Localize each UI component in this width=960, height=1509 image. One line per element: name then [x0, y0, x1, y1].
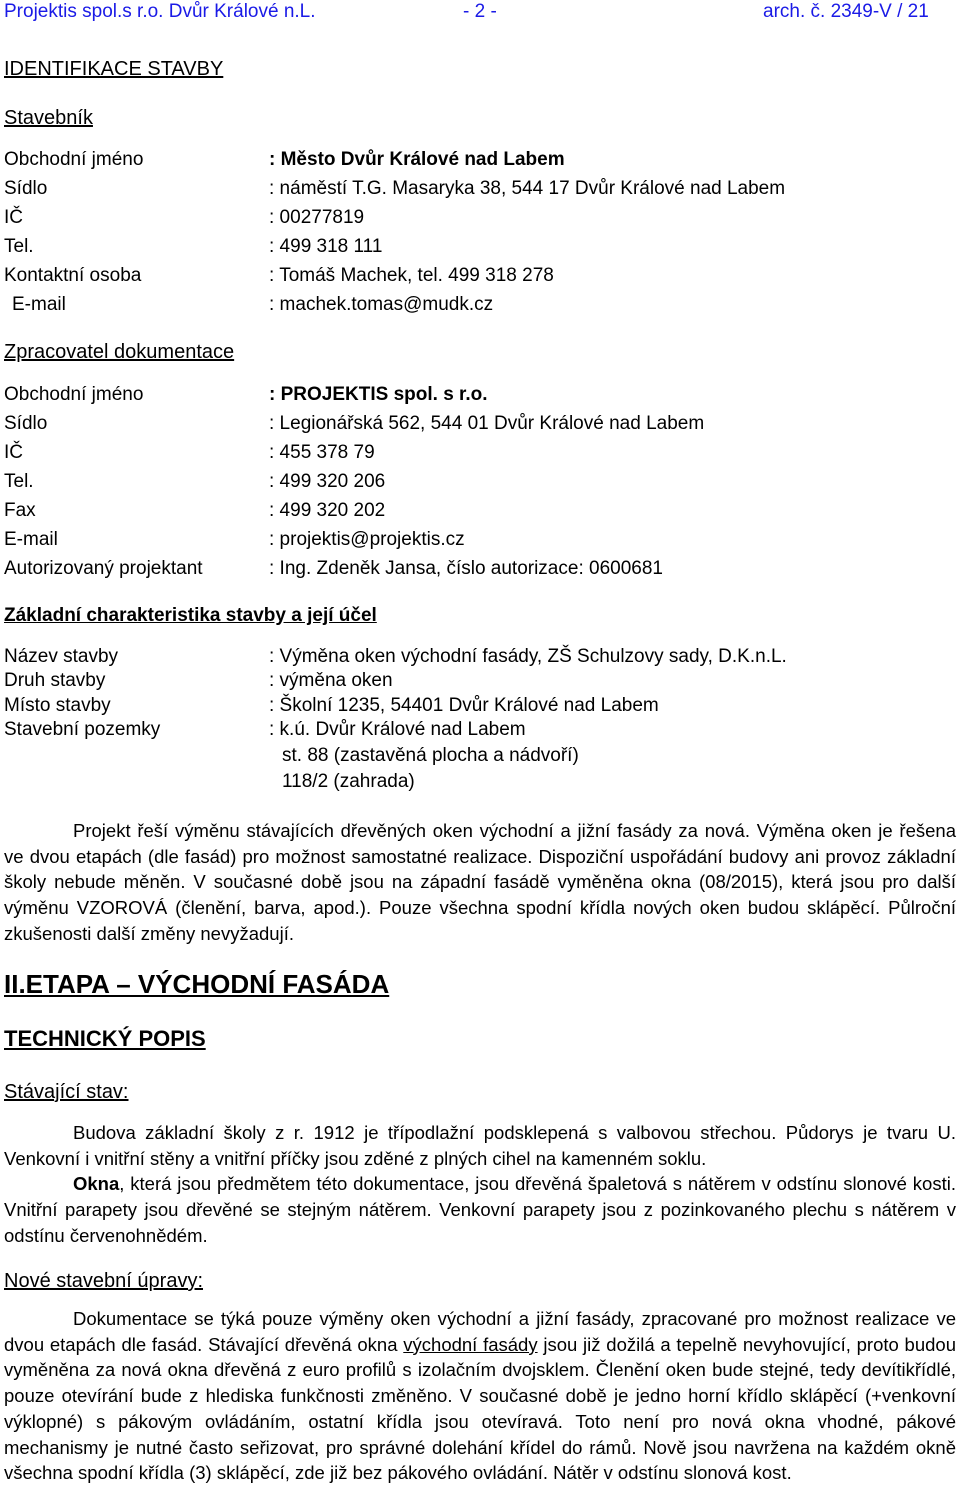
investor-value: : Tomáš Machek, tel. 499 318 278: [269, 265, 554, 286]
processor-label: IČ: [4, 442, 23, 463]
processor-value: : Legionářská 562, 544 01 Dvůr Králové nad Labem: [269, 413, 705, 434]
new-works-paragraph: Dokumentace se týká pouze výměny oken východní a jižní fasády, zpracované pro možnost realizace ve dvou etapách dle fasád. Stávající dřevěná okna východní fasády jsou již dožilá a tepelně nevyhovující, proto budou vyměněna za nová okna dřevěná z euro profilů s izolačním dvojsklem. Členění oken bude stejné, tedy devítikřídlé, pouze otevírání bude z hlediska funkčnosti změněno. V současné době je jedno horní křídlo sklápěcí (+venkovní výklopné) s pákovým ovládáním, ostatní křídla jsou otevíravá. Toto není pro nová okna vhodné, pákové mechanismy je nutné často seřizovat, pro správné dolehání křídel do rámů. Nově jsou navržena na každém okně všechna spodní křídla (3) sklápěcí, zde již bez pákového ovládání. Nátěr v odstínu slonová kost.: [4, 1308, 956, 1484]
current-state-paragraph: Budova základní školy z r. 1912 je třípodlažní podsklepená s valbovou střechou. Půdorys je tvaru U. Venkovní i vnitřní stěny a vnitřní příčky jsou zděné z plných cihel na kamenném soklu. Okna, která jsou předmětem této dokumentace, jsou dřevěná špaletová s nátěrem v odstínu slonové kosti. Vnitřní parapety jsou dřevěné se stejným nátěrem. Venkovní parapety jsou z pozinkovaného plechu s nátěrem v odstínu červenohnědém.: [4, 1122, 956, 1246]
processor-label: Tel.: [4, 471, 34, 492]
characteristics-label: Název stavby: [4, 646, 119, 667]
processor-value: : PROJEKTIS spol. s r.o.: [269, 384, 488, 405]
investor-label: Sídlo: [4, 178, 48, 199]
characteristics-value: : Školní 1235, 54401 Dvůr Králové nad Labem: [269, 695, 659, 716]
processor-value: : 455 378 79: [269, 442, 375, 463]
investor-value: : machek.tomas@mudk.cz: [269, 294, 494, 315]
tech-title: TECHNICKÝ POPIS: [4, 1026, 206, 1051]
characteristics-paragraph: Projekt řeší výměnu stávajících dřevěných oken východní a jižní fasády za nová. Výměna oken je řešena ve dvou etapách (dle fasád) pro možnost samostatné realizace. Dispoziční uspořádání budovy ani provoz základní školy nebude měněn. V současné době jsou na západní fasádě vyměněna okna (08/2015), která jsou pro další výměnu VZOROVÁ (členění, barva, apod.). Pouze všechna spodní křídla nových oken budou sklápěcí. Půlroční zkušenosti další změny nevyžadují.: [4, 820, 956, 944]
investor-label: E-mail: [12, 294, 66, 315]
processor-label: Obchodní jméno: [4, 384, 144, 405]
processor-value: : 499 320 202: [269, 500, 386, 521]
characteristics-label: Druh stavby: [4, 670, 106, 691]
parcel-line: 118/2 (zahrada): [282, 771, 415, 792]
processor-label: E-mail: [4, 529, 58, 550]
characteristics-title: Základní charakteristika stavby a její účel: [4, 605, 377, 626]
characteristics-label: Místo stavby: [4, 695, 111, 716]
etapa-title: II.ETAPA – VÝCHODNÍ FASÁDA: [4, 969, 390, 999]
current-state-title: Stávající stav:: [4, 1081, 129, 1103]
investor-label: IČ: [4, 207, 23, 228]
parcel-line: st. 88 (zastavěná plocha a nádvoří): [282, 745, 579, 766]
investor-title: Stavebník: [4, 107, 93, 129]
header-archive-number: arch. č. 2349-V / 21: [763, 1, 929, 22]
investor-value: : náměstí T.G. Masaryka 38, 544 17 Dvůr Králové nad Labem: [269, 178, 786, 199]
characteristics-value: : k.ú. Dvůr Králové nad Labem: [269, 719, 526, 740]
processor-label: Sídlo: [4, 413, 48, 434]
processor-value: : projektis@projektis.cz: [269, 529, 465, 550]
characteristics-value: : Výměna oken východní fasády, ZŠ Schulzovy sady, D.K.n.L.: [269, 646, 787, 667]
processor-title: Zpracovatel dokumentace: [4, 341, 235, 363]
investor-label: Obchodní jméno: [4, 149, 144, 170]
characteristics-value: : výměna oken: [269, 670, 393, 691]
investor-value: : 00277819: [269, 207, 365, 228]
processor-value: : 499 320 206: [269, 471, 386, 492]
investor-value: : 499 318 111: [269, 236, 383, 257]
processor-value: : Ing. Zdeněk Jansa, číslo autorizace: 0600681: [269, 558, 663, 579]
investor-label: Tel.: [4, 236, 34, 257]
new-works-title: Nové stavební úpravy:: [4, 1270, 203, 1292]
characteristics-label: Stavební pozemky: [4, 719, 161, 740]
header-page-number: - 2 -: [463, 1, 497, 22]
header-left: Projektis spol.s r.o. Dvůr Králové n.L.: [4, 1, 316, 22]
processor-label: Autorizovaný projektant: [4, 558, 203, 579]
investor-label: Kontaktní osoba: [4, 265, 142, 286]
identification-title: IDENTIFIKACE STAVBY: [4, 58, 224, 80]
investor-value: : Město Dvůr Králové nad Labem: [269, 149, 565, 170]
processor-label: Fax: [4, 500, 36, 521]
